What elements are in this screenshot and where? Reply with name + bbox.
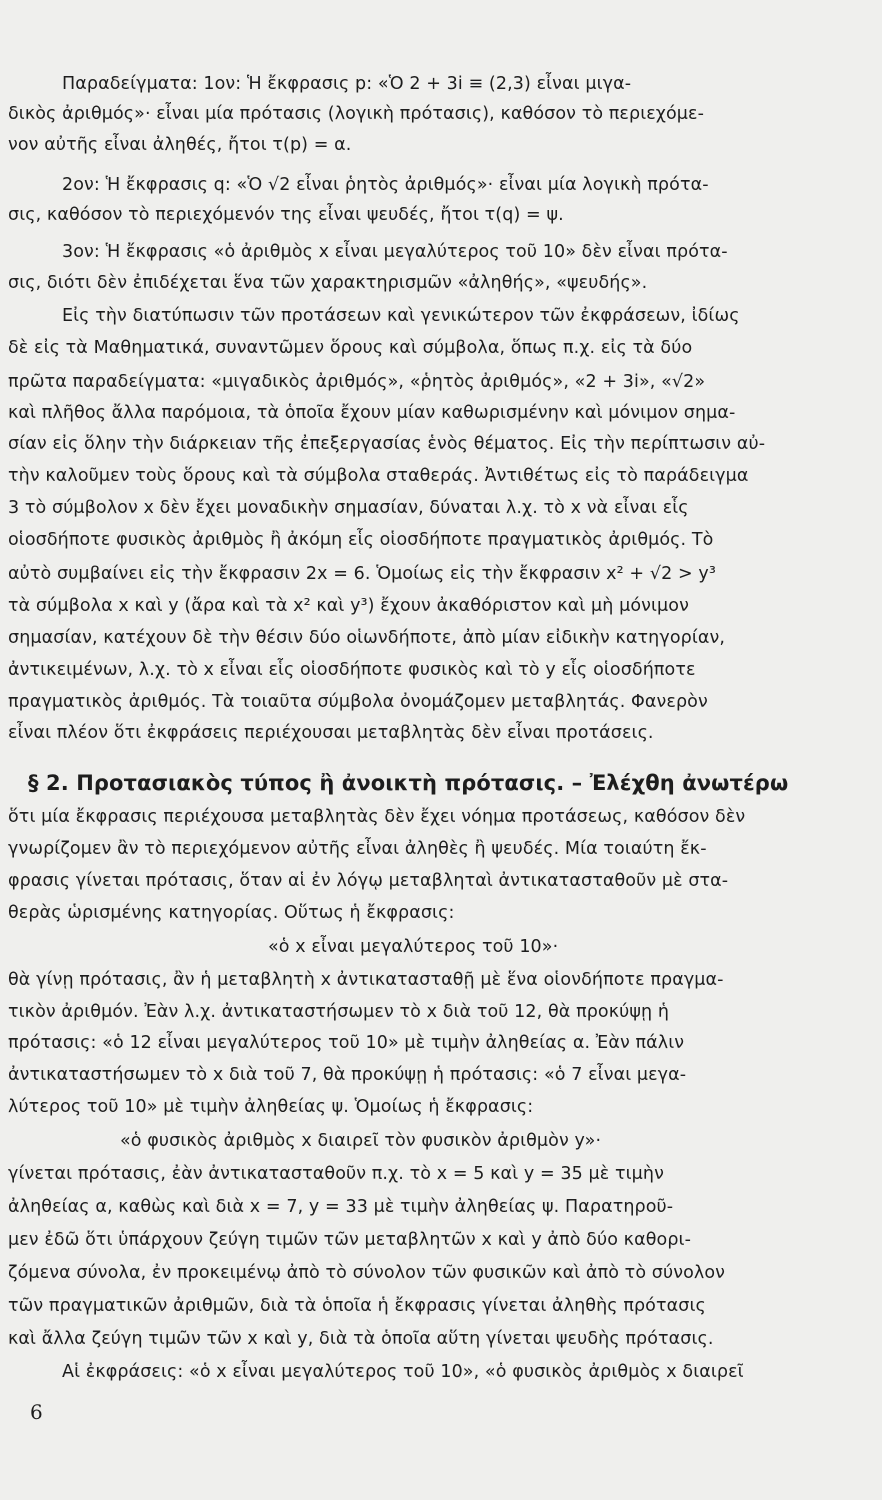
text-line: 2ον: Ἡ ἔκφρασις q: «Ὁ √2 εἶναι ῥητὸς ἀριθμός»· εἶναι μία λογικὴ πρότα-: [62, 175, 709, 195]
text-line: Εἰς τὴν διατύπωσιν τῶν προτάσεων καὶ γενικώτερον τῶν ἐκφράσεων, ἰδίως: [62, 306, 740, 326]
text-line: 3 τὸ σύμβολον x δὲν ἔχει μοναδικὴν σημασίαν, δύναται λ.χ. τὸ x νὰ εἶναι εἷς: [8, 498, 689, 518]
text-line: μεν ἐδῶ ὅτι ὑπάρχουν ζεύγη τιμῶν τῶν μεταβλητῶν x καὶ y ἀπὸ δύο καθορι-: [8, 1230, 691, 1250]
text-line: θερὰς ὡρισμένης κατηγορίας. Οὕτως ἡ ἔκφρασις:: [8, 903, 455, 923]
text-line: Αἱ ἐκφράσεις: «ὁ x εἶναι μεγαλύτερος τοῦ 10», «ὁ φυσικὸς ἀριθμὸς x διαιρεῖ: [62, 1362, 744, 1382]
text-line: καὶ πλῆθος ἄλλα παρόμοια, τὰ ὁποῖα ἔχουν μίαν καθωρισμένην καὶ μόνιμον σημα-: [8, 403, 736, 423]
text-line: λύτερος τοῦ 10» μὲ τιμὴν ἀληθείας ψ. Ὁμοίως ἡ ἔκφρασις:: [8, 1097, 534, 1117]
text-line: εἶναι πλέον ὅτι ἐκφράσεις περιέχουσαι μεταβλητὰς δὲν εἶναι προτάσεις.: [8, 723, 654, 743]
text-line: ἀντικαταστήσωμεν τὸ x διὰ τοῦ 7, θὰ προκύψῃ ἡ πρότασις: «ὁ 7 εἶναι μεγα-: [8, 1065, 687, 1085]
text-line: σημασίαν, κατέχουν δὲ τὴν θέσιν δύο οἱωνδήποτε, ἀπὸ μίαν εἰδικὴν κατηγορίαν,: [8, 628, 726, 648]
text-line: αὐτὸ συμβαίνει εἰς τὴν ἔκφρασιν 2x = 6. Ὁμοίως εἰς τὴν ἔκφρασιν x² + √2 > y³: [8, 564, 716, 584]
text-line: 3ον: Ἡ ἔκφρασις «ὁ ἀριθμὸς x εἶναι μεγαλύτερος τοῦ 10» δὲν εἶναι πρότα-: [62, 242, 728, 262]
text-line: «ὁ x εἶναι μεγαλύτερος τοῦ 10»·: [268, 937, 559, 957]
text-line: νον αὐτῆς εἶναι ἀληθές, ἤτοι τ(p) = α.: [8, 135, 352, 155]
text-line: τικὸν ἀριθμόν. Ἐὰν λ.χ. ἀντικαταστήσωμεν τὸ x διὰ τοῦ 12, θὰ προκύψῃ ἡ: [8, 1002, 670, 1022]
text-line: οἱοσδήποτε φυσικὸς ἀριθμὸς ἢ ἀκόμη εἷς οἱοσδήποτε πραγματικὸς ἀριθμός. Τὸ: [8, 530, 714, 550]
text-line: σις, διότι δὲν ἐπιδέχεται ἕνα τῶν χαρακτηρισμῶν «ἀληθής», «ψευδής».: [8, 273, 648, 293]
text-line: θὰ γίνῃ πρότασις, ἂν ἡ μεταβλητὴ x ἀντικατασταθῇ μὲ ἕνα οἱονδήποτε πραγμα-: [8, 970, 724, 990]
text-line: σις, καθόσον τὸ περιεχόμενόν της εἶναι ψευδές, ἤτοι τ(q) = ψ.: [8, 205, 564, 225]
text-line: «ὁ φυσικὸς ἀριθμὸς x διαιρεῖ τὸν φυσικὸν ἀριθμὸν y»·: [120, 1131, 602, 1151]
text-line: γίνεται πρότασις, ἐὰν ἀντικατασταθοῦν π.χ. τὸ x = 5 καὶ y = 35 μὲ τιμὴν: [8, 1164, 664, 1184]
text-line: ἀντικειμένων, λ.χ. τὸ x εἶναι εἷς οἱοσδήποτε φυσικὸς καὶ τὸ y εἷς οἱοσδήποτε: [8, 660, 696, 680]
text-line: καὶ ἄλλα ζεύγη τιμῶν τῶν x καὶ y, διὰ τὰ ὁποῖα αὕτη γίνεται ψευδὴς πρότασις.: [8, 1329, 714, 1349]
text-line: δὲ εἰς τὰ Μαθηματικά, συναντῶμεν ὅρους καὶ σύμβολα, ὅπως π.χ. εἰς τὰ δύο: [8, 338, 693, 358]
text-line: τὰ σύμβολα x καὶ y (ἄρα καὶ τὰ x² καὶ y³) ἔχουν ἀκαθόριστον καὶ μὴ μόνιμον: [8, 596, 689, 616]
text-line: γνωρίζομεν ἂν τὸ περιεχόμενον αὐτῆς εἶναι ἀληθὲς ἢ ψευδές. Μία τοιαύτη ἔκ-: [8, 839, 707, 859]
text-line: σίαν εἰς ὅλην τὴν διάρκειαν τῆς ἐπεξεργασίας ἑνὸς θέματος. Εἰς τὴν περίπτωσιν αὐ-: [8, 434, 766, 454]
page-number: 6: [30, 1400, 43, 1424]
text-line: τῶν πραγματικῶν ἀριθμῶν, διὰ τὰ ὁποῖα ἡ ἔκφρασις γίνεται ἀληθὴς πρότασις: [8, 1296, 706, 1316]
text-line: Παραδείγματα: 1ον: Ἡ ἔκφρασις p: «Ὁ 2 + 3i ≡ (2,3) εἶναι μιγα-: [62, 74, 632, 94]
text-line: δικὸς ἀριθμός»· εἶναι μία πρότασις (λογικὴ πρότασις), καθόσον τὸ περιεχόμε-: [8, 104, 705, 124]
text-line: ὅτι μία ἔκφρασις περιέχουσα μεταβλητὰς δὲν ἔχει νόημα προτάσεως, καθόσον δὲν: [8, 807, 746, 827]
text-line: ἀληθείας α, καθὼς καὶ διὰ x = 7, y = 33 μὲ τιμὴν ἀληθείας ψ. Παρατηροῦ-: [8, 1197, 674, 1217]
text-line: τὴν καλοῦμεν τοὺς ὅρους καὶ τὰ σύμβολα σταθεράς. Ἀντιθέτως εἰς τὸ παράδειγμα: [8, 466, 749, 486]
text-line: ζόμενα σύνολα, ἐν προκειμένῳ ἀπὸ τὸ σύνολον τῶν φυσικῶν καὶ ἀπὸ τὸ σύνολον: [8, 1263, 726, 1283]
text-line: § 2. Προτασιακὸς τύπος ἢ ἀνοικτὴ πρότασις. – Ἐλέχθη ἀνωτέρω: [28, 771, 789, 795]
text-line: πραγματικὸς ἀριθμός. Τὰ τοιαῦτα σύμβολα ὀνομάζομεν μεταβλητάς. Φανερὸν: [8, 692, 708, 712]
text-line: φρασις γίνεται πρότασις, ὅταν αἱ ἐν λόγῳ μεταβληταὶ ἀντικατασταθοῦν μὲ στα-: [8, 871, 729, 891]
text-line: πρῶτα παραδείγματα: «μιγαδικὸς ἀριθμός», «ῥητὸς ἀριθμός», «2 + 3i», «√2»: [8, 372, 706, 392]
text-line: πρότασις: «ὁ 12 εἶναι μεγαλύτερος τοῦ 10» μὲ τιμὴν ἀληθείας α. Ἐὰν πάλιν: [8, 1033, 685, 1053]
